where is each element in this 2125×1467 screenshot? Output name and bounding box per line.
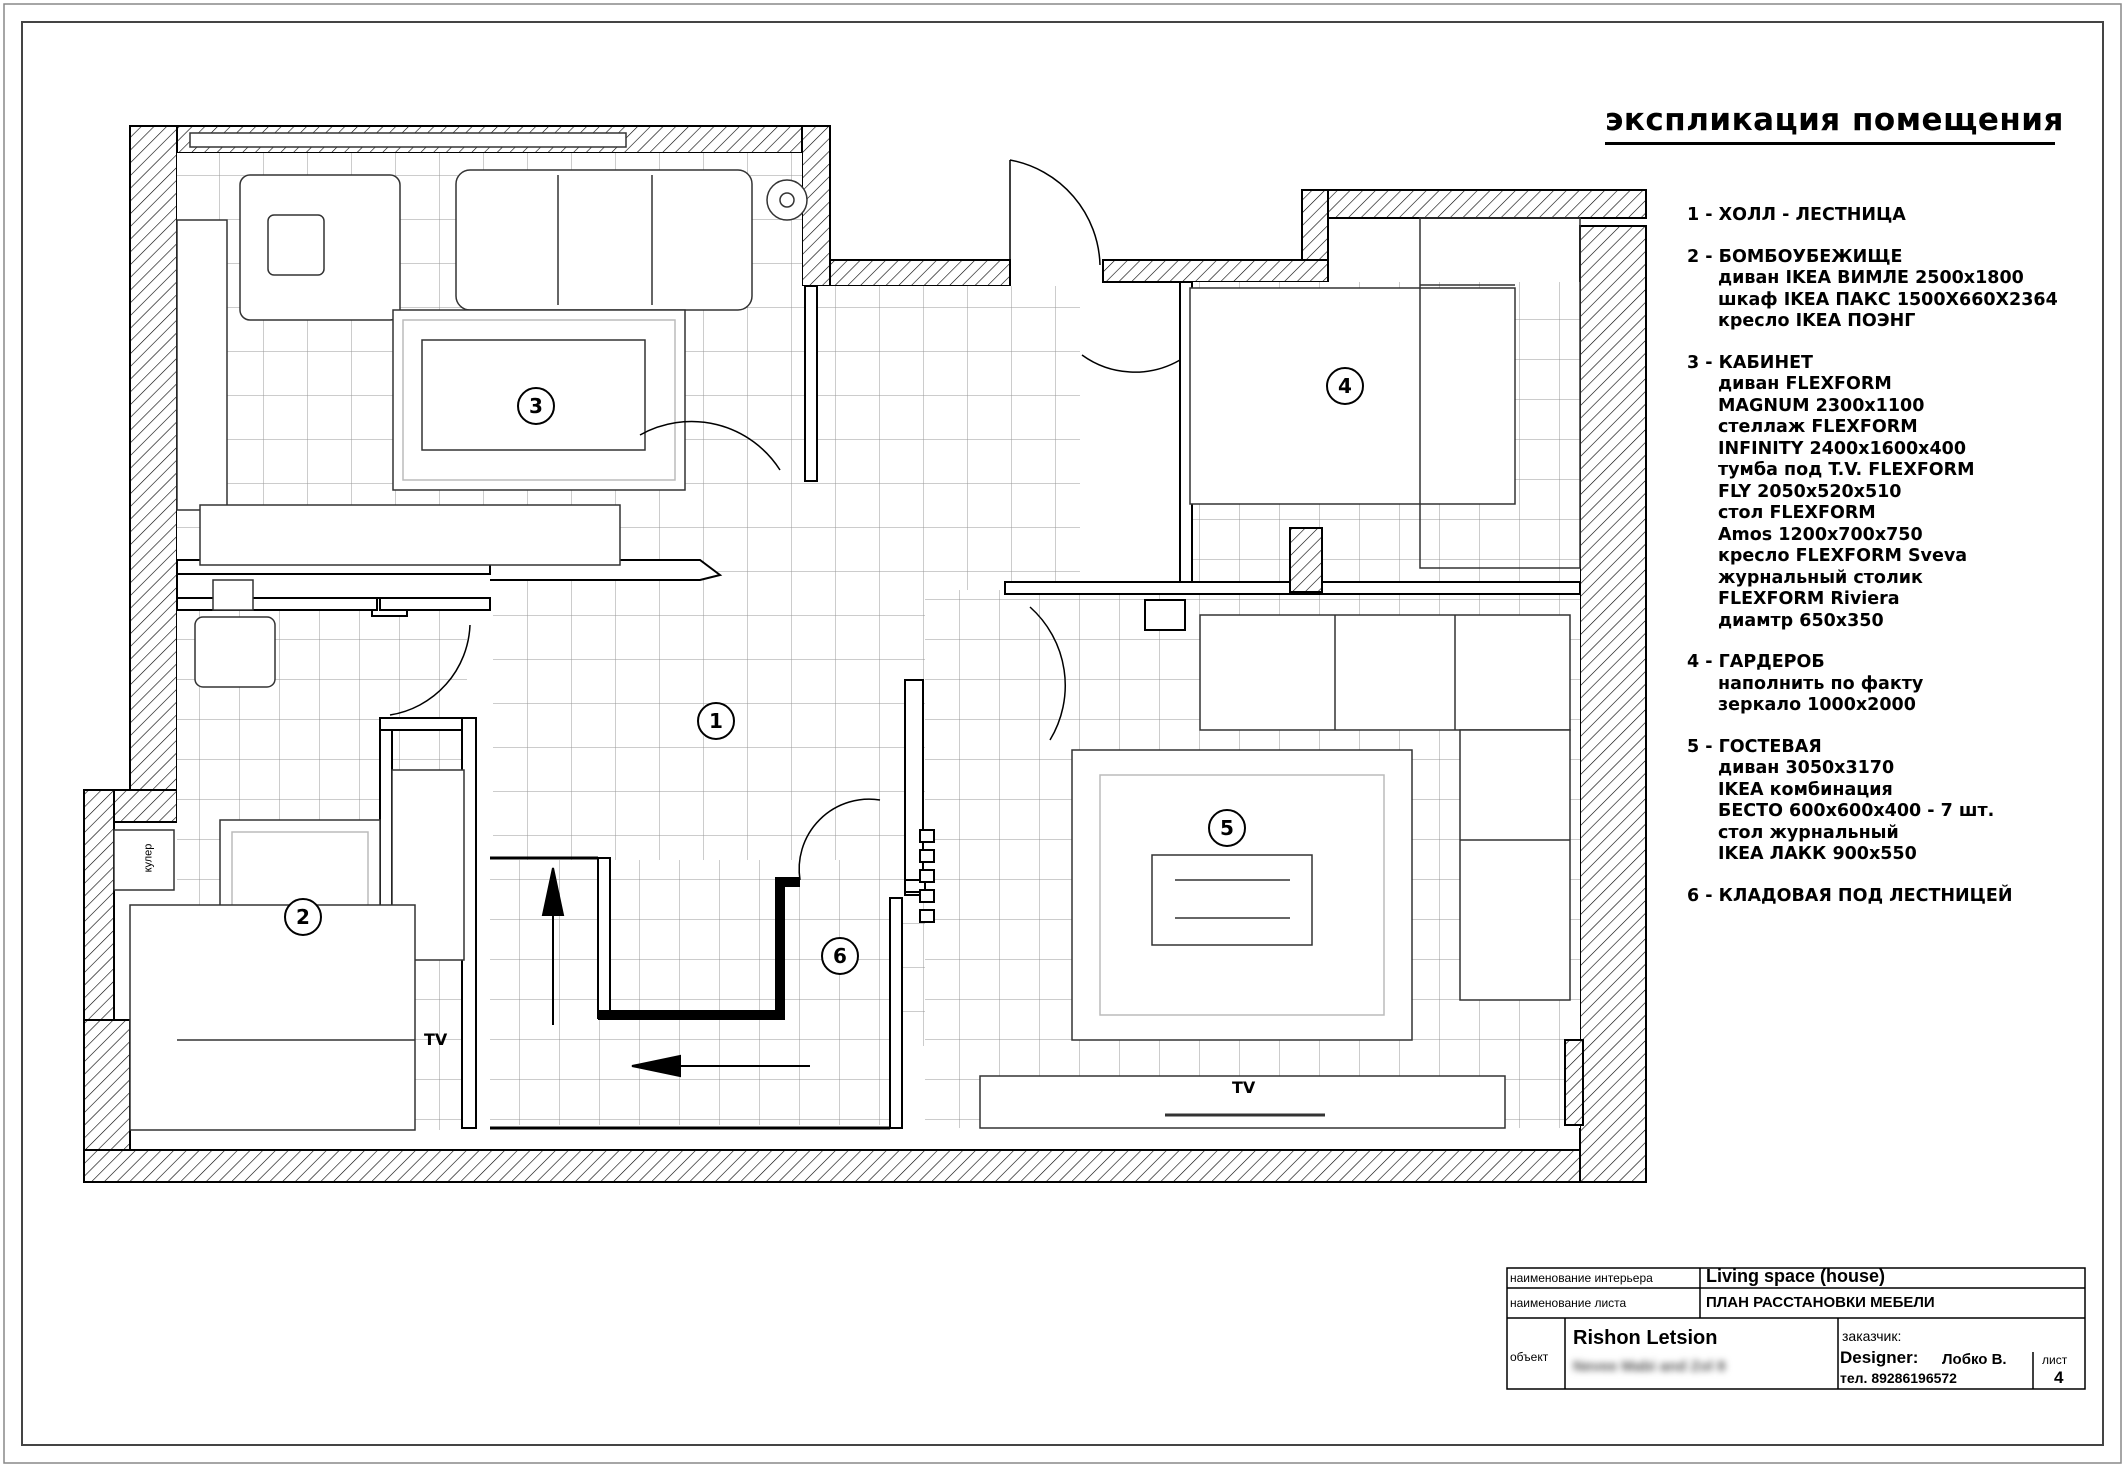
object-caption: объект: [1510, 1350, 1549, 1364]
legend-item: стол FLEXFORM: [1718, 503, 1876, 523]
legend-item: IKEA комбинация: [1718, 779, 1893, 800]
legend-item: стеллаж FLEXFORM: [1718, 417, 1918, 437]
legend-item: БЕСТО 600x600x400 - 7 шт.: [1718, 801, 1995, 821]
sheet-caption: наименование листа: [1510, 1296, 1627, 1310]
study-shelving: [177, 220, 227, 510]
explication-legend: [1687, 205, 2087, 927]
legend-room-title: 4 - ГАРДЕРОБ: [1687, 652, 1825, 672]
legend-item: FLEXFORM Riviera: [1718, 589, 1900, 609]
legend-item: диван FLEXFORM: [1718, 374, 1892, 394]
study-armchair: [268, 215, 324, 275]
object-address: Nevee Mabi and Zol 8: [1573, 1358, 1726, 1375]
guest-sofa-back: [1200, 615, 1570, 730]
guest-sofa-side: [1460, 730, 1570, 1000]
room-number-1: 1: [697, 702, 735, 740]
room-number-6: 6: [821, 937, 859, 975]
tv-label-shelter: TV: [424, 1030, 448, 1049]
cooler-label: кулер: [142, 843, 155, 873]
legend-room-5: [1687, 737, 2087, 866]
designer-name: Лобко В.: [1942, 1351, 2007, 1368]
study-sofa: [456, 170, 752, 310]
tv-label-guest: TV: [1232, 1078, 1256, 1097]
room-number-2: 2: [284, 898, 322, 936]
shelter-pillar: [213, 580, 253, 610]
legend-item: стол журнальный: [1718, 822, 1899, 843]
legend-item: тумба под T.V. FLEXFORM: [1718, 460, 1975, 480]
legend-room-2: [1687, 247, 2087, 333]
legend-room-title: 3 - КАБИНЕТ: [1687, 352, 1813, 373]
guest-coffee-table: [1152, 855, 1312, 945]
legend-room-1: [1687, 205, 2087, 227]
client-caption: заказчик:: [1842, 1328, 1902, 1344]
room-number-4: 4: [1326, 367, 1364, 405]
legend-room-title: 5 - ГОСТЕВАЯ: [1687, 736, 1822, 757]
legend-item: диван 3050x3170: [1718, 758, 1895, 778]
legend-room-title: 2 - БОМБОУБЕЖИЩЕ: [1687, 246, 1903, 267]
study-tv-stand: [200, 505, 620, 565]
shelter-sofa: [130, 905, 415, 1130]
legend-item: кресло IKEA ПОЭНГ: [1718, 311, 1916, 331]
legend-item: IKEA ЛАКК 900x550: [1718, 844, 1917, 864]
legend-item: наполнить по факту: [1718, 673, 1924, 694]
legend-room-4: [1687, 652, 2087, 717]
explication-heading: экспликация помещения: [1605, 102, 2055, 145]
room-number-5: 5: [1208, 809, 1246, 847]
legend-item: кресло FLEXFORM Sveva: [1718, 546, 1968, 566]
object-name: Rishon Letsion: [1573, 1327, 1718, 1349]
legend-room-3: [1687, 353, 2087, 633]
sheet-number-caption: лист: [2042, 1353, 2068, 1367]
legend-item: диван IKEA ВИМЛЕ 2500x1800: [1718, 268, 2024, 288]
legend-room-title: 1 - ХОЛЛ - ЛЕСТНИЦА: [1687, 205, 1906, 225]
designer-label: Designer:: [1840, 1348, 1919, 1367]
legend-item: шкаф IKEA ПАКС 1500X660X2364: [1718, 289, 2058, 310]
study-window: [190, 133, 626, 147]
legend-item: MAGNUM 2300x1100: [1718, 395, 1925, 416]
legend-item: INFINITY 2400x1600x400: [1718, 438, 1966, 459]
shelter-armchair: [195, 617, 275, 687]
legend-item: зеркало 1000x2000: [1718, 695, 1916, 715]
sheet-number: 4: [2054, 1368, 2064, 1387]
designer-phone: тел. 89286196572: [1840, 1370, 1957, 1386]
legend-item: журнальный столик: [1718, 567, 1923, 588]
legend-room-title: 6 - КЛАДОВАЯ ПОД ЛЕСТНИЦЕЙ: [1687, 885, 2013, 906]
sheet-value: ПЛАН РАССТАНОВКИ МЕБЕЛИ: [1706, 1294, 1935, 1311]
interior-value: Living space (house): [1706, 1266, 1886, 1286]
legend-item: диамтр 650x350: [1718, 610, 1884, 631]
room-number-3: 3: [517, 387, 555, 425]
legend-item: FLY 2050x520x510: [1718, 481, 1902, 502]
interior-caption: наименование интерьера: [1510, 1271, 1653, 1285]
legend-room-6: [1687, 886, 2087, 908]
legend-item: Amos 1200x700x750: [1718, 524, 1923, 545]
